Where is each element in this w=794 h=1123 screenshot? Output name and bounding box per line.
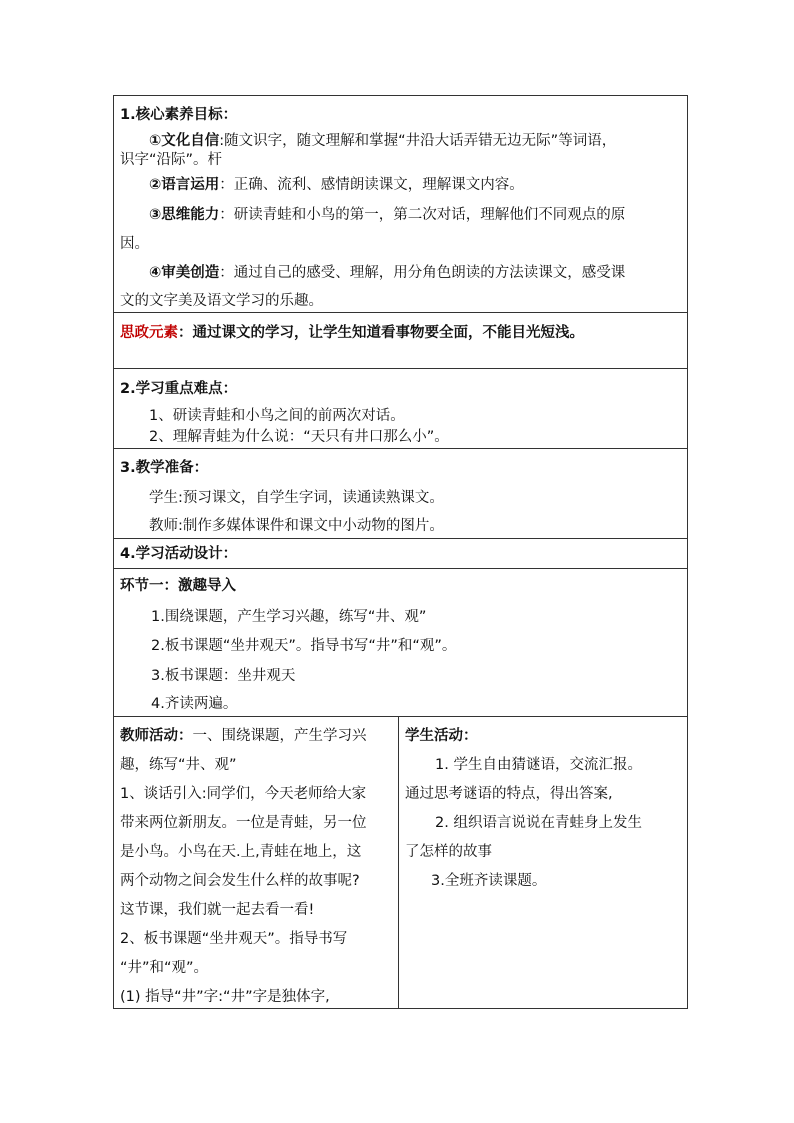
goal-label: ④审美创造 — [149, 265, 220, 281]
teacher-activity-cell — [114, 717, 399, 1008]
student-line: 1. 学生自由猜谜语，交流汇报。 — [435, 757, 642, 773]
teacher-line: 2、板书课题“坐井观天”。指导书写 — [120, 931, 348, 947]
ideology-label: 思政元素 — [120, 325, 178, 341]
goal-text-continued: 识字“沿际”。杆 — [120, 152, 223, 168]
goal-label: ②语言运用 — [149, 177, 220, 193]
core-goals-section — [113, 95, 688, 312]
goal-text-continued: 文的文字美及语文学习的乐趣。 — [120, 293, 323, 309]
teacher-line — [120, 727, 367, 745]
goal-text: ：正确、流利、感情朗读课文，理解课文内容。 — [219, 177, 524, 193]
goal-thinking — [149, 206, 625, 224]
student-line: 2. 组织语言说说在青蛙身上发生 — [435, 815, 642, 831]
activity-design-title: 4.学习活动设计： — [120, 546, 238, 562]
step-one-item: 3.板书课题：坐井观天 — [151, 668, 296, 684]
student-line: 3.全班齐读课题。 — [431, 873, 547, 889]
goal-label: ③思维能力 — [149, 207, 220, 223]
goal-text: :随文识字，随文理解和掌握“井沿大话弄错无边无际”等词语， — [219, 133, 617, 149]
ideology-text: ：通过课文的学习，让学生知道看事物要全面，不能目光短浅。 — [178, 325, 584, 341]
preparation-teacher: 教师:制作多媒体课件和课文中小动物的图片。 — [149, 518, 444, 534]
ideology-section — [113, 312, 688, 368]
key-points-title: 2.学习重点难点： — [120, 381, 238, 397]
teacher-text: 一、围绕课题，产生学习兴 — [192, 728, 367, 744]
student-activity-label: 学生活动： — [405, 728, 478, 744]
key-point-item: 1、研读青蛙和小鸟之间的前两次对话。 — [149, 408, 405, 424]
goal-text: ：通过自己的感受、理解，用分角色朗读的方法读课文，感受课 — [219, 265, 626, 281]
preparation-title: 3.教学准备： — [120, 460, 209, 476]
goal-cultural-confidence — [149, 132, 616, 150]
goal-language-use — [149, 176, 524, 194]
teacher-line: 是小鸟。小鸟在天.上,青蛙在地上，这 — [120, 844, 362, 860]
goal-aesthetic — [149, 264, 625, 282]
teacher-line: (1) 指导“井”字:“井”字是独体字, — [120, 989, 330, 1005]
ideology-line — [120, 324, 584, 342]
teacher-line: 这节课，我们就一起去看一看! — [120, 902, 315, 918]
teacher-activity-label: 教师活动： — [120, 728, 193, 744]
student-activity-cell — [399, 717, 687, 1008]
step-one-section — [113, 568, 688, 716]
teacher-line: 带来两位新朋友。一位是青蛙，另一位 — [120, 815, 367, 831]
step-one-title: 环节一：激趣导入 — [120, 578, 236, 594]
student-line: 了怎样的故事 — [405, 844, 492, 860]
step-one-item: 4.齐读两遍。 — [151, 696, 238, 712]
teacher-line: “井”和“观”。 — [120, 960, 209, 976]
activities-section — [113, 716, 688, 1009]
step-one-item: 1.围绕课题，产生学习兴趣，练写“井、观” — [151, 609, 427, 625]
goal-label: ①文化自信 — [149, 133, 220, 149]
teacher-line: 两个动物之间会发生什么样的故事呢? — [120, 873, 360, 889]
key-points-section — [113, 368, 688, 448]
goal-text: ：研读青蛙和小鸟的第一，第二次对话，理解他们不同观点的原 — [219, 207, 626, 223]
key-point-item: 2、理解青蛙为什么说：“天只有井口那么小”。 — [149, 429, 449, 445]
teacher-line: 1、谈话引入:同学们，今天老师给大家 — [120, 786, 367, 802]
student-line: 通过思考谜语的特点，得出答案, — [405, 786, 613, 802]
goal-text-continued: 因。 — [120, 236, 149, 252]
teacher-line: 趣，练写“井、观” — [120, 757, 237, 773]
preparation-student: 学生:预习课文，自学生字词，读通读熟课文。 — [149, 490, 444, 506]
core-goals-title: 1.核心素养目标： — [120, 107, 238, 123]
activity-design-section — [113, 538, 688, 568]
step-one-item: 2.板书课题“坐井观天”。指导书写“井”和“观”。 — [151, 638, 457, 654]
preparation-section — [113, 448, 688, 538]
